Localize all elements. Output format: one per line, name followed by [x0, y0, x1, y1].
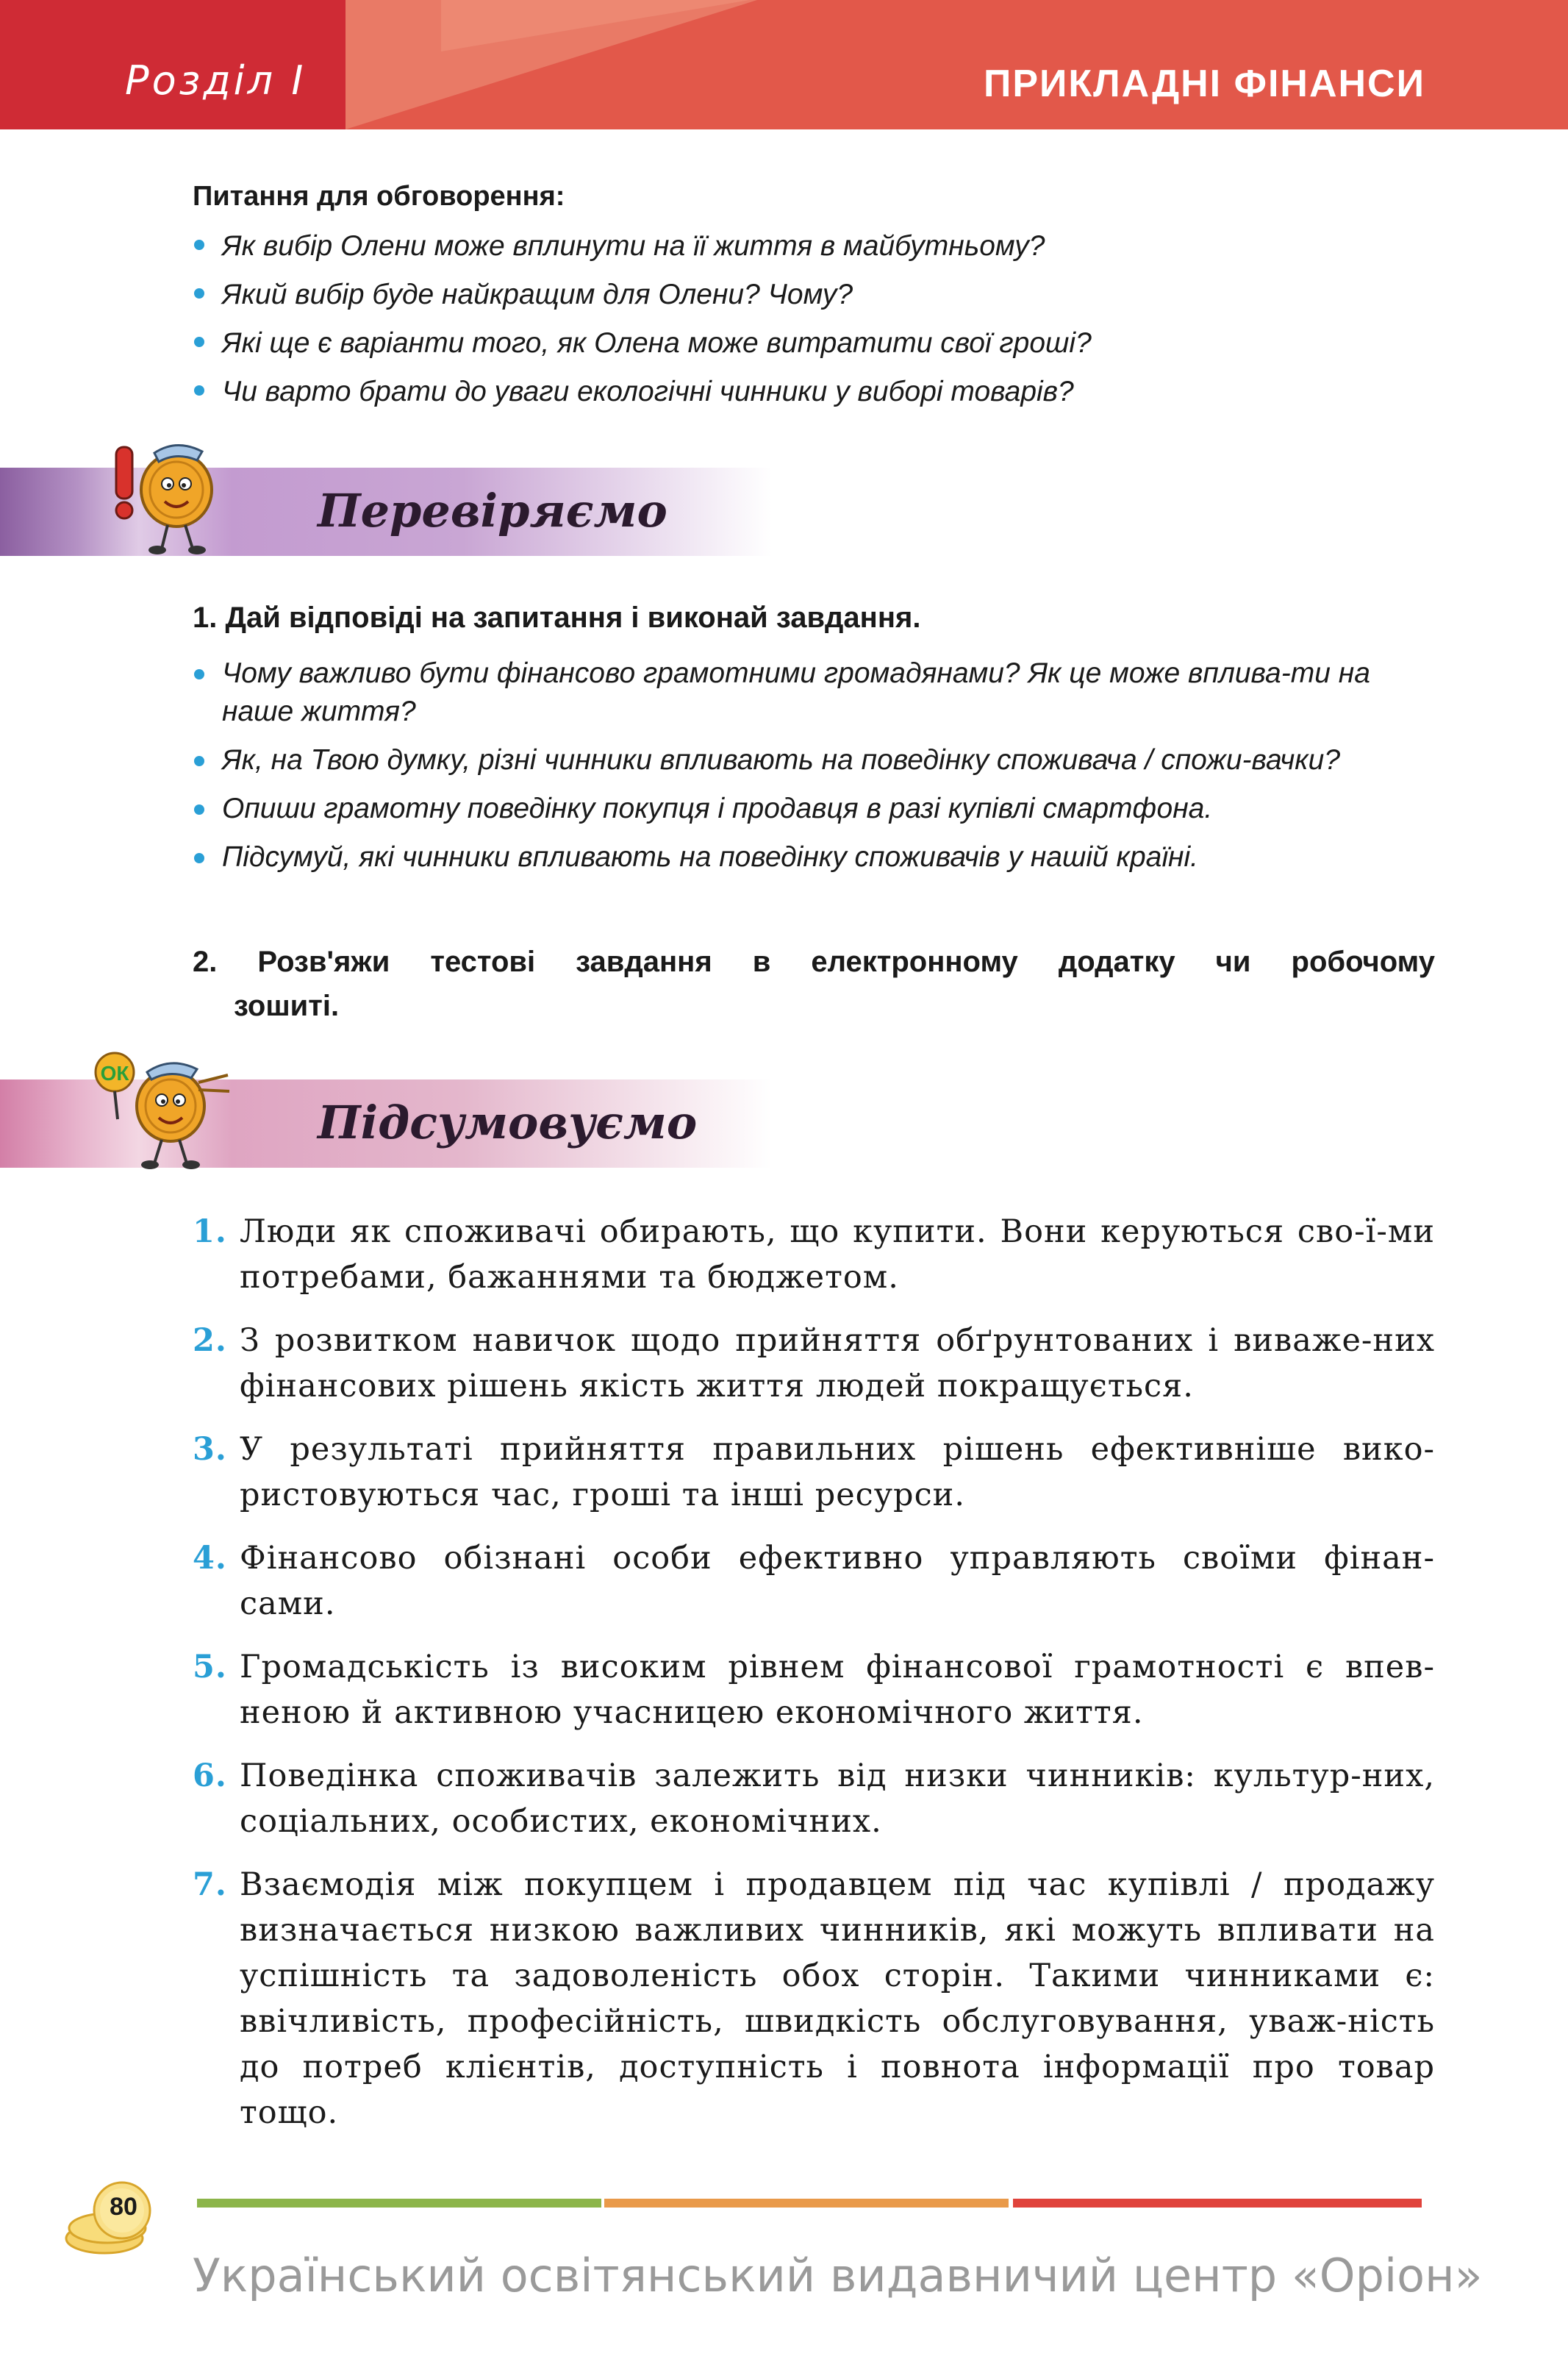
discussion-question: Чи варто брати до уваги екологічні чинники у виборі товарів? [222, 376, 1074, 407]
list-item [193, 1318, 1435, 1409]
list-item [193, 319, 1442, 368]
item-number: 7. [193, 1866, 227, 1903]
list-item [193, 271, 1442, 319]
summary-text: Взаємодія між покупцем і продавцем під час купівлі / продажу визначається низкою важливих чинників, які можуть впливати на успішність та задоволеність обох сторін. Такими чинниками є: ввічливість, професійність, швидкість обслуговування, уваж-ність до потреб клієнтів, доступність і повнота інформації про товар тощо. [240, 1866, 1435, 2131]
check-banner-title: Перевіряємо [318, 484, 667, 538]
chapter-title: ПРИКЛАДНІ ФІНАНСИ [983, 63, 1425, 105]
item-number: 5. [193, 1649, 227, 1685]
check-question: Чому важливо бути фінансово грамотними громадянами? Як це може вплива-ти на наше життя? [222, 657, 1370, 727]
bullet-icon [194, 853, 204, 863]
list-item [193, 1644, 1435, 1735]
item-number: 4. [193, 1540, 227, 1577]
footer-divider-red [1013, 2199, 1422, 2208]
item-number: 6. [193, 1757, 227, 1794]
footer-divider-green [197, 2199, 601, 2208]
list-item [193, 654, 1442, 731]
summary-text: Фінансово обізнані особи ефективно управляють своїми фінан-сами. [240, 1540, 1435, 1622]
footer-divider-orange [604, 2199, 1009, 2208]
bullet-icon [194, 385, 204, 396]
bullet-icon [194, 804, 204, 815]
coin-mascot-exclamation-icon [103, 438, 228, 563]
list-item [193, 1209, 1435, 1300]
item-number: 2. [193, 1322, 227, 1359]
list-item [193, 1862, 1435, 2135]
task-1-heading: 1. Дай відповіді на запитання і виконай завдання. [193, 602, 921, 634]
ok-sign-text: ОК [100, 1062, 129, 1085]
bullet-icon [194, 756, 204, 766]
item-number: 3. [193, 1431, 227, 1468]
list-item [193, 838, 1442, 877]
check-list [193, 654, 1442, 887]
discussion-question: Який вибір буде найкращим для Олени? Чому? [222, 279, 853, 310]
list-item [193, 1427, 1435, 1518]
task-2-line-2: зошиті. [234, 990, 340, 1022]
summary-text: Люди як споживачі обирають, що купити. Вони керуються сво-ї-ми потребами, бажаннями та бюджетом. [240, 1213, 1435, 1296]
task-2-line-1: 2. Розв'яжи тестові завдання в електронному додатку чи робочому [193, 946, 1435, 978]
summary-text: Поведінка споживачів залежить від низки чинників: культур-них, соціальних, особистих, економічних. [240, 1757, 1435, 1840]
list-item [193, 368, 1442, 416]
summary-list [193, 1209, 1435, 2153]
page-header [0, 0, 1568, 129]
page-number: 80 [110, 2193, 137, 2221]
section-label: Розділ І [125, 57, 307, 104]
discussion-question: Як вибір Олени може вплинути на її життя в майбутньому? [222, 230, 1045, 262]
list-item [193, 222, 1442, 271]
discussion-list [193, 222, 1442, 416]
list-item [193, 1753, 1435, 1844]
list-item [193, 790, 1442, 828]
item-number: 1. [193, 1213, 227, 1250]
coin-mascot-ok-icon [88, 1046, 235, 1178]
summary-text: З розвитком навичок щодо прийняття обґрунтованих і виваже-них фінансових рішень якість життя людей покращується. [240, 1322, 1435, 1405]
bullet-icon [194, 337, 204, 347]
header-stripe-light [441, 0, 750, 51]
bullet-icon [194, 288, 204, 299]
publisher-name: Український освітянський видавничий центр «Оріон» [193, 2249, 1483, 2302]
list-item [193, 741, 1442, 779]
summary-text: У результаті прийняття правильних рішень ефективніше вико-ристовуються час, гроші та інші ресурси. [240, 1431, 1435, 1513]
bullet-icon [194, 669, 204, 679]
discussion-heading: Питання для обговорення: [193, 181, 565, 212]
list-item [193, 1535, 1435, 1627]
summary-text: Громадськість із високим рівнем фінансової грамотності є впев-неною й активною учасницею економічного життя. [240, 1649, 1435, 1731]
check-question: Підсумуй, які чинники впливають на поведінку споживачів у нашій країні. [222, 841, 1198, 873]
check-question: Опиши грамотну поведінку покупця і продавця в разі купівлі смартфона. [222, 793, 1213, 824]
discussion-question: Які ще є варіанти того, як Олена може витратити свої гроші? [222, 327, 1092, 359]
check-question: Як, на Твою думку, різні чинники впливають на поведінку споживача / спожи-вачки? [222, 744, 1341, 776]
summary-banner-title: Підсумовуємо [318, 1096, 698, 1149]
bullet-icon [194, 240, 204, 250]
